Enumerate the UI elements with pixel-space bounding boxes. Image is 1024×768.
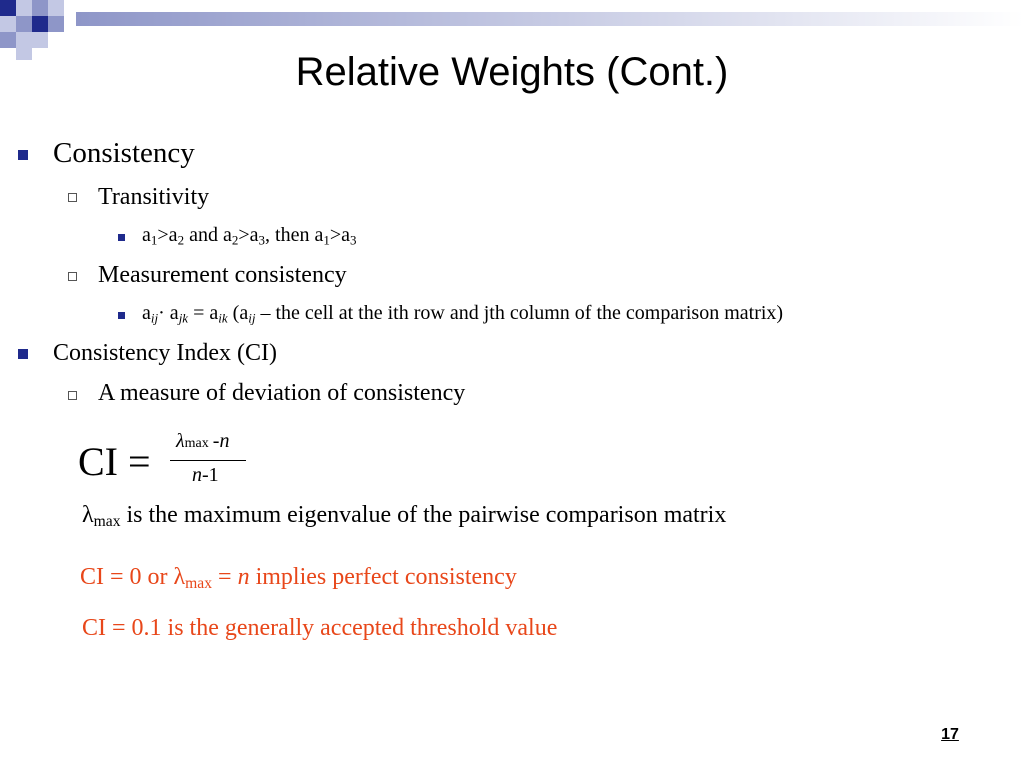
deco-square bbox=[48, 16, 64, 32]
deco-square bbox=[32, 16, 48, 32]
header-gradient-bar bbox=[76, 12, 1024, 26]
page-number: 17 bbox=[941, 726, 959, 743]
lambda-max-definition: $\lambda_{max}$ is the maximum eigenvalue of the pairwise comparison matrix bbox=[82, 502, 727, 530]
bullet-consistency-index: Consistency Index (CI) bbox=[53, 340, 277, 366]
slide-title: Relative Weights (Cont.) bbox=[295, 50, 729, 94]
threshold-note: CI = 0.1 is the generally accepted threshold value bbox=[82, 615, 558, 641]
deco-square bbox=[32, 0, 48, 16]
small-square-bullet-icon bbox=[118, 234, 125, 241]
transitivity-rule: $a_1>a_2$ and $a_2>a_3$, then $a_1>a_3$ bbox=[142, 224, 357, 248]
small-square-bullet-icon bbox=[118, 312, 125, 319]
perfect-consistency-note: CI = 0 or $\lambda_{max} = n$ implies perfect consistency bbox=[80, 564, 517, 592]
hollow-square-bullet-icon bbox=[68, 272, 77, 281]
bullet-deviation: A measure of deviation of consistency bbox=[98, 380, 466, 406]
formula-lhs: CI = bbox=[78, 439, 151, 484]
bullet-consistency: Consistency bbox=[53, 137, 195, 169]
bullet-transitivity: Transitivity bbox=[98, 184, 210, 210]
hollow-square-bullet-icon bbox=[68, 193, 77, 202]
deco-square bbox=[0, 16, 16, 32]
deco-square bbox=[48, 0, 64, 16]
formula-denominator: n-1 bbox=[192, 464, 219, 486]
square-bullet-icon bbox=[18, 150, 28, 160]
hollow-square-bullet-icon bbox=[68, 391, 77, 400]
measurement-rule: $a_{ij}\cdot a_{jk} = a_{ik}$ ($a_{ij}$ – the cell at the ith row and jth column of the comparison matrix) bbox=[142, 302, 784, 326]
formula-numerator: λmax -n bbox=[176, 430, 230, 452]
deco-square bbox=[0, 0, 16, 16]
bullet-measurement-consistency: Measurement consistency bbox=[98, 262, 347, 288]
deco-square bbox=[16, 16, 32, 32]
deco-square bbox=[16, 0, 32, 16]
fraction-bar bbox=[170, 460, 246, 461]
square-bullet-icon bbox=[18, 349, 28, 359]
